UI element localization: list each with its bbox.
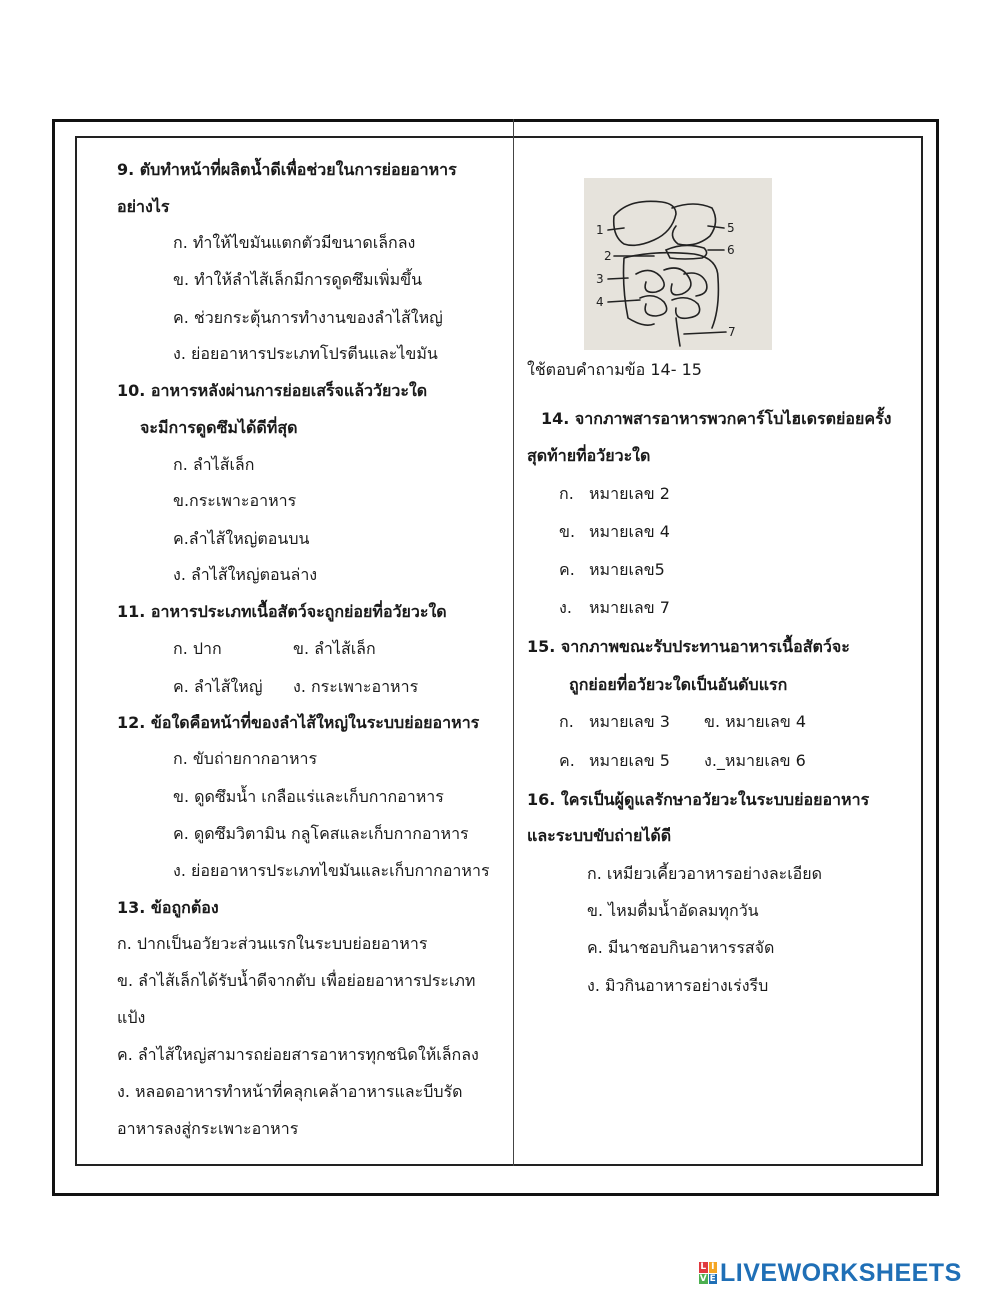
question-15-text-cont: ถูกย่อยที่อวัยวะใดเป็นอันดับแรก xyxy=(569,675,788,694)
liver-shape xyxy=(614,201,676,245)
question-12-option-c[interactable]: ค. ดูดซึมวิตามิน กลูโคสและเก็บกากอาหาร xyxy=(173,824,469,843)
leader-line-4 xyxy=(608,300,640,302)
question-14-option-d-letter[interactable]: ง. xyxy=(559,598,572,617)
question-16-option-c[interactable]: ค. มีนาชอบกินอาหารรสจัด xyxy=(587,938,775,957)
question-13-option-a[interactable]: ก. ปากเป็นอวัยวะส่วนแรกในระบบย่อยอาหาร xyxy=(117,934,428,953)
diagram-label-4: 4 xyxy=(596,295,604,309)
question-10-option-a[interactable]: ก. ลำไส้เล็ก xyxy=(173,455,255,474)
question-9-option-b[interactable]: ข. ทำให้ลำไส้เล็กมีการดูดซึมเพิ่มขึ้น xyxy=(173,270,422,289)
logo-square-i: I xyxy=(709,1262,718,1273)
question-10-option-c[interactable]: ค.ลำไส้ใหญ่ตอนบน xyxy=(173,529,310,548)
logo-text: LIVEWORKSHEETS xyxy=(720,1258,962,1287)
question-11-option-a[interactable]: ก. ปาก xyxy=(173,639,222,658)
question-16-text: 16. ใครเป็นผู้ดูแลรักษาอวัยวะในระบบย่อยอาหาร xyxy=(527,790,870,809)
diagram-label-5: 5 xyxy=(727,221,735,235)
question-14-text-cont: สุดท้ายที่อวัยวะใด xyxy=(527,446,651,465)
question-9-option-d[interactable]: ง. ย่อยอาหารประเภทโปรตีนและไขมัน xyxy=(173,344,438,363)
leader-line-5 xyxy=(708,226,724,228)
question-9-option-a[interactable]: ก. ทำให้ไขมันแตกตัวมีขนาดเล็กลง xyxy=(173,233,416,252)
question-14-option-a-letter[interactable]: ก. xyxy=(559,484,574,503)
digestive-system-diagram xyxy=(584,178,772,350)
question-15-text: 15. จากภาพขณะรับประทานอาหารเนื้อสัตว์จะ xyxy=(527,637,850,656)
question-16-option-d[interactable]: ง. มิวกินอาหารอย่างเร่งรีบ xyxy=(587,976,769,995)
question-15-option-d[interactable]: ง._หมายเลข 6 xyxy=(704,751,806,770)
question-14-option-c[interactable]: หมายเลข5 xyxy=(589,560,665,579)
diagram-caption: ใช้ตอบคำถามข้อ 14- 15 xyxy=(527,360,702,379)
column-divider xyxy=(513,119,514,1166)
logo-square-l: L xyxy=(700,1262,707,1272)
diagram-label-2: 2 xyxy=(604,249,612,263)
leader-line-7 xyxy=(684,332,726,334)
diagram-label-7: 7 xyxy=(728,325,736,339)
stomach-shape xyxy=(672,204,716,245)
question-15-option-a[interactable]: หมายเลข 3 xyxy=(589,712,670,731)
question-14-option-b[interactable]: หมายเลข 4 xyxy=(589,522,670,541)
question-13-text: 13. ข้อถูกต้อง xyxy=(117,898,219,917)
question-13-option-b[interactable]: ข. ลำไส้เล็กได้รับน้ำดีจากตับ เพื่อย่อยอาหารประเภท xyxy=(117,971,476,990)
question-15-option-b[interactable]: ข. หมายเลข 4 xyxy=(704,712,807,731)
question-13-option-d-cont[interactable]: อาหารลงสู่กระเพาะอาหาร xyxy=(117,1119,299,1138)
digestive-diagram-drawing xyxy=(584,178,772,350)
question-9-text: 9. ตับทำหน้าที่ผลิตน้ำดีเพื่อช่วยในการย่อยอาหาร xyxy=(117,160,457,179)
question-16-option-b[interactable]: ข. ไหมดื่มน้ำอัดลมทุกวัน xyxy=(587,901,759,920)
question-16-option-a[interactable]: ก. เหมียวเคี้ยวอาหารอย่างละเอียด xyxy=(587,864,823,883)
leader-line-3 xyxy=(608,278,628,279)
rectum-shape xyxy=(676,318,680,346)
diagram-label-3: 3 xyxy=(596,272,604,286)
question-14-option-c-letter[interactable]: ค. xyxy=(559,560,575,579)
question-10-option-b[interactable]: ข.กระเพาะอาหาร xyxy=(173,491,297,510)
liveworksheets-logo[interactable] xyxy=(699,1258,962,1288)
question-11-option-b[interactable]: ข. ลำไส้เล็ก xyxy=(293,639,376,658)
question-12-text: 12. ข้อใดคือหน้าที่ของลำไส้ใหญ่ในระบบย่อยอาหาร xyxy=(117,713,480,732)
question-11-option-c[interactable]: ค. ลำไส้ใหญ่ xyxy=(173,677,263,696)
question-13-option-d[interactable]: ง. หลอดอาหารทำหน้าที่คลุกเคล้าอาหารและบีบรัด xyxy=(117,1082,463,1101)
leader-line-1 xyxy=(608,228,624,230)
question-13-option-c[interactable]: ค. ลำไส้ใหญ่สามารถย่อยสารอาหารทุกชนิดให้เล็กลง xyxy=(117,1045,479,1064)
diagram-label-1: 1 xyxy=(596,223,604,237)
logo-mark-icon xyxy=(699,1262,717,1284)
question-11-text: 11. อาหารประเภทเนื้อสัตว์จะถูกย่อยที่อวัยวะใด xyxy=(117,602,447,621)
question-12-option-b[interactable]: ข. ดูดซึมน้ำ เกลือแร่และเก็บกากอาหาร xyxy=(173,787,444,806)
logo-square-e: E xyxy=(709,1273,716,1284)
question-14-option-a[interactable]: หมายเลข 2 xyxy=(589,484,670,503)
question-10-option-d[interactable]: ง. ลำไส้ใหญ่ตอนล่าง xyxy=(173,565,318,584)
question-10-text-cont: จะมีการดูดซึมได้ดีที่สุด xyxy=(140,418,298,437)
diagram-label-6: 6 xyxy=(727,243,735,257)
question-13-option-b-cont[interactable]: แป้ง xyxy=(117,1008,146,1027)
question-14-text: 14. จากภาพสารอาหารพวกคาร์โบไฮเดรตย่อยครั้ง xyxy=(541,409,892,428)
question-16-text-cont: และระบบขับถ่ายได้ดี xyxy=(527,826,672,845)
question-15-option-a-letter[interactable]: ก. xyxy=(559,712,574,731)
question-15-option-c[interactable]: หมายเลข 5 xyxy=(589,751,670,770)
question-14-option-b-letter[interactable]: ข. xyxy=(559,522,576,541)
question-15-option-c-letter[interactable]: ค. xyxy=(559,751,575,770)
question-9-text-cont: อย่างไร xyxy=(117,197,170,216)
small-intestine-shape xyxy=(636,268,707,318)
question-10-text: 10. อาหารหลังผ่านการย่อยเสร็จแล้ววัยวะใด xyxy=(117,381,428,400)
question-12-option-a[interactable]: ก. ขับถ่ายกากอาหาร xyxy=(173,749,318,768)
question-14-option-d[interactable]: หมายเลข 7 xyxy=(589,598,670,617)
question-9-option-c[interactable]: ค. ช่วยกระตุ้นการทำงานของลำไส้ใหญ่ xyxy=(173,308,443,327)
logo-square-v: V xyxy=(699,1273,707,1284)
question-12-option-d[interactable]: ง. ย่อยอาหารประเภทไขมันและเก็บกากอาหาร xyxy=(173,861,490,880)
question-11-option-d[interactable]: ง. กระเพาะอาหาร xyxy=(293,677,419,696)
